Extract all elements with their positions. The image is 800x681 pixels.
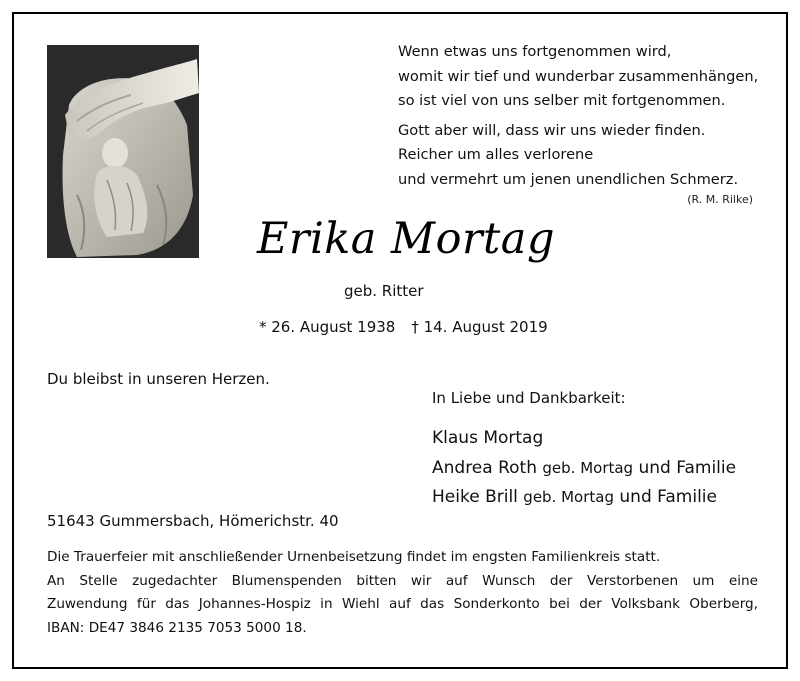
farewell-line: Du bleibst in unseren Herzen. <box>47 370 270 388</box>
notice-line: IBAN: DE47 3846 2135 7053 5000 18. <box>47 619 307 636</box>
poem-line: Reicher um alles verlorene <box>398 146 594 163</box>
poem-line: Gott aber will, dass wir uns wieder finden. <box>398 121 706 139</box>
mourner-birth-name: geb. Mortag <box>523 488 614 506</box>
mourner-entry <box>432 454 736 484</box>
deceased-name-text: Erika Mortag <box>257 214 555 264</box>
mourner-entry <box>432 424 736 454</box>
poem-attribution: (R. M. Rilke) <box>687 193 753 206</box>
notice-line: Zuwendung für das Johannes-Hospiz in Wiehl auf das Sonderkonto bei der Volksbank Oberberg, <box>47 596 758 612</box>
poem-stanza-2 <box>398 119 778 193</box>
birth-date: * 26. August 1938 <box>259 318 396 336</box>
obituary-card <box>12 12 788 669</box>
notice-line: An Stelle zugedachter Blumenspenden bitten wir auf Wunsch der Verstorbenen um eine <box>47 572 758 589</box>
poem-line: womit wir tief und wunderbar zusammenhängen, <box>398 67 759 85</box>
address: 51643 Gummersbach, Hömerichstr. 40 <box>47 512 339 530</box>
mourner-name: Klaus Mortag <box>432 428 544 448</box>
mourners-list <box>432 424 736 513</box>
deceased-name <box>14 214 790 264</box>
notice-line: Die Trauerfeier mit anschließender Urnenbeisetzung findet im engsten Familienkreis statt. <box>47 549 661 565</box>
mourner-suffix: und Familie <box>638 457 737 478</box>
poem-line: so ist viel von uns selber mit fortgenommen. <box>398 92 726 109</box>
poem-stanza-1 <box>398 40 778 114</box>
poem-line: Wenn etwas uns fortgenommen wird, <box>398 43 672 60</box>
life-dates <box>259 318 548 336</box>
mourner-entry <box>432 483 736 513</box>
mourner-name: Andrea Roth <box>432 457 537 478</box>
mourner-name: Heike Brill <box>432 487 518 507</box>
gratitude-line: In Liebe und Dankbarkeit: <box>432 389 626 407</box>
rilke-poem <box>398 40 778 192</box>
funeral-notice <box>47 546 758 640</box>
birth-name: geb. Ritter <box>344 282 424 300</box>
mourner-birth-name: geb. Mortag <box>542 458 634 477</box>
death-date: † 14. August 2019 <box>411 318 548 336</box>
poem-line: und vermehrt um jenen unendlichen Schmerz. <box>398 170 739 188</box>
mourner-suffix: und Familie <box>619 487 717 507</box>
